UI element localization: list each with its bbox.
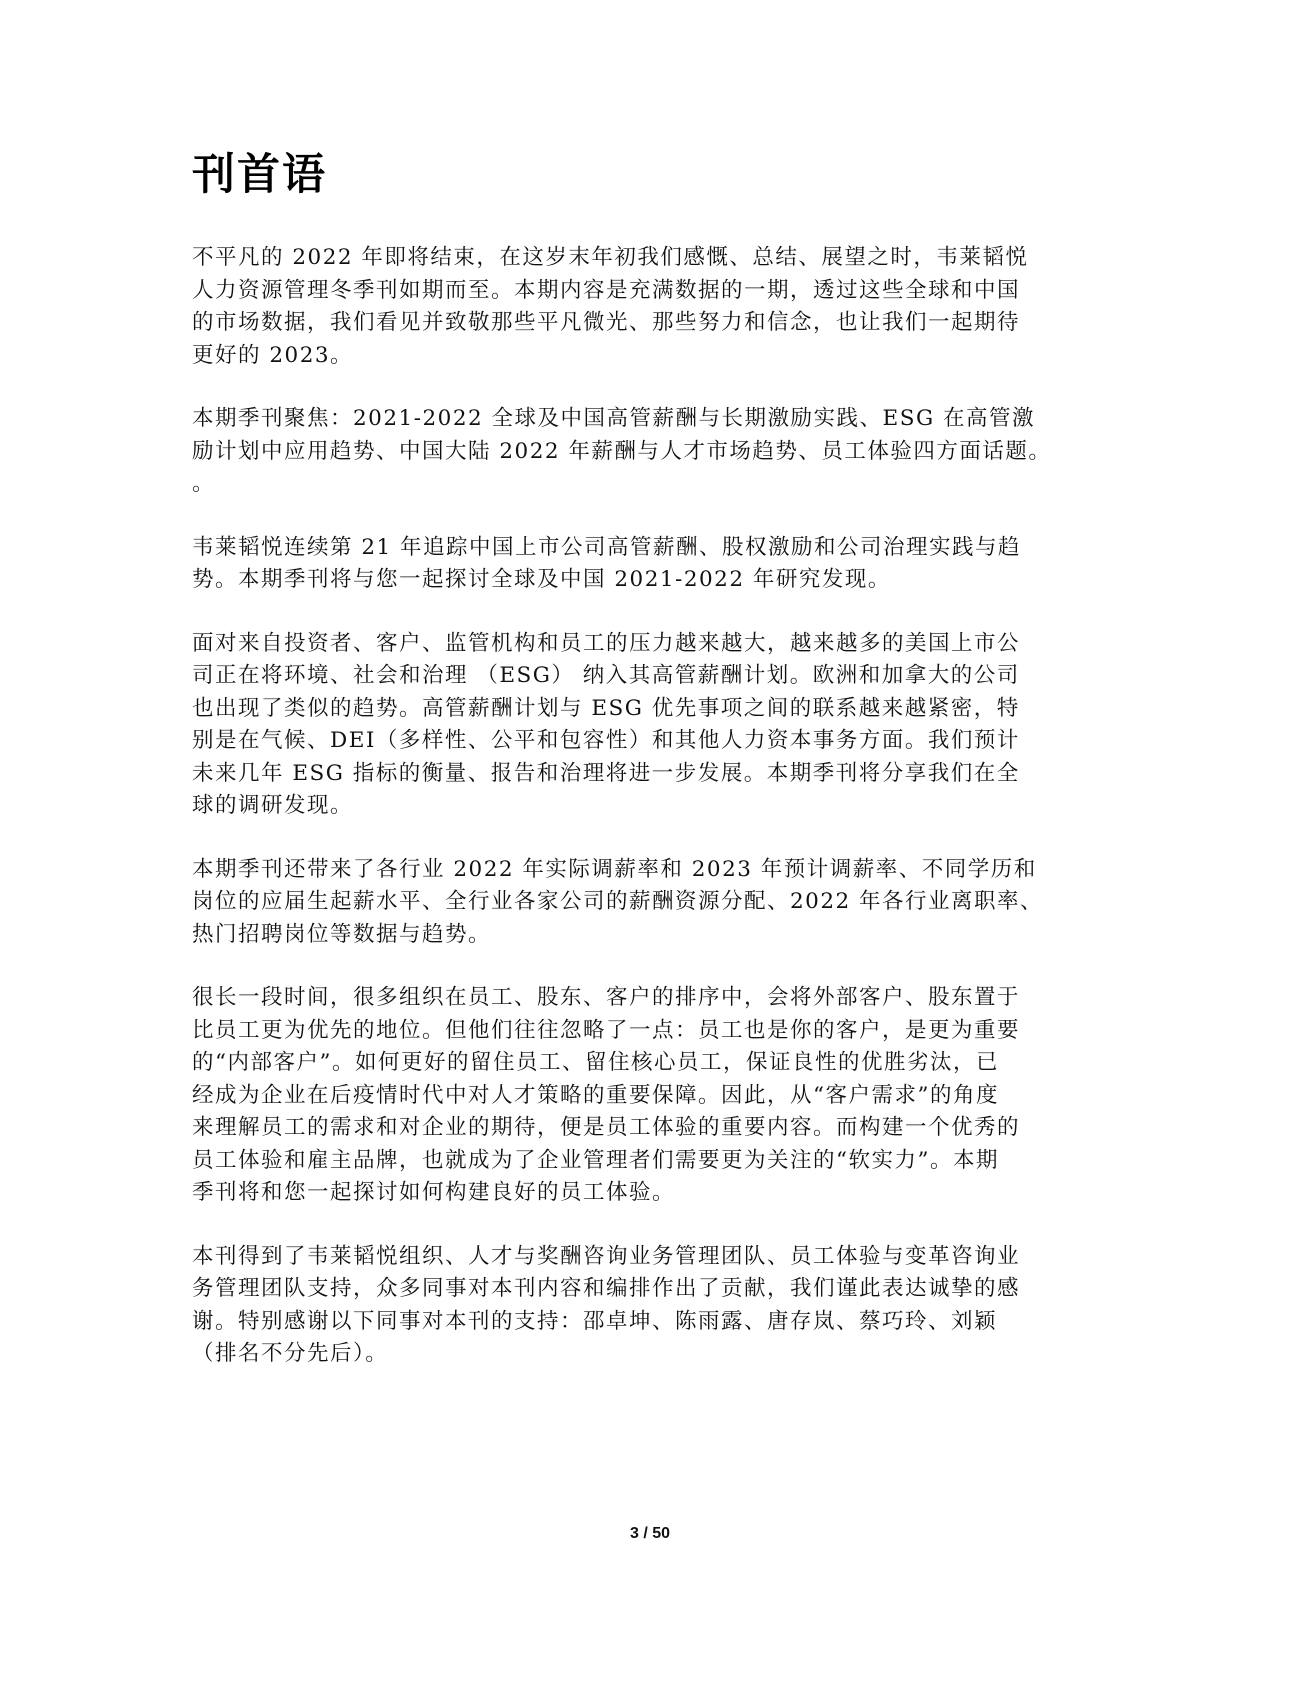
paragraph-focus: 本期季刊聚焦：2021-2022 全球及中国高管薪酬与长期激励实践、ESG 在高管激 励计划中应用趋势、中国大陆 2022 年薪酬与人才市场趋势、员工体验四方面话题。 。	[192, 406, 1052, 496]
paragraph-salary-trends: 本期季刊还带来了各行业 2022 年实际调薪率和 2023 年预计调薪率、不同学历和 岗位的应届生起薪水平、全行业各家公司的薪酬资源分配、2022 年各行业离职率、 热门招聘岗位等数据与趋势。	[192, 856, 1044, 947]
paragraph-tracking: 韦莱韬悦连续第 21 年追踪中国上市公司高管薪酬、股权激励和公司治理实践与趋 势。本期季刊将与您一起探讨全球及中国 2021-2022 年研究发现。	[192, 534, 1022, 592]
body-text	[192, 242, 1127, 1402]
page-number: 3 / 50	[629, 1525, 671, 1542]
paragraph-acknowledgements: 本刊得到了韦莱韬悦组织、人才与奖酬咨询业务管理团队、员工体验与变革咨询业 务管理团队支持，众多同事对本刊内容和编排作出了贡献，我们谨此表达诚挚的感 谢。特别感谢以下同事对本刊的支持：邵卓坤、陈雨露、唐存岚、蔡巧玲、刘颖 （排名不分先后）。	[192, 1243, 1021, 1366]
paragraph-employee-experience: 很长一段时间，很多组织在员工、股东、客户的排序中，会将外部客户、股东置于 比员工更为优先的地位。但他们往往忽略了一点：员工也是你的客户，是更为重要 的“内部客户”。如何更好的留住员工、留住核心员工，保证良性的优胜劣汰，已 经成为企业在后疫情时代中对人才策略的重要保障。因此，从“客户需求”的角度 来理解员工的需求和对企业的期待，便是员工体验的重要内容。而构建一个优秀的 员工体验和雇主品牌，也就成为了企业管理者们需要更为关注的“软实力”。本期 季刊将和您一起探讨如何构建良好的员工体验。	[192, 985, 1021, 1205]
paragraph-esg: 面对来自投资者、客户、监管机构和员工的压力越来越大，越来越多的美国上市公 司正在将环境、社会和治理 （ESG） 纳入其高管薪酬计划。欧洲和加拿大的公司 也出现了类似的趋势。高管薪酬计划与 ESG 优先事项之间的联系越来越紧密，特 别是在气候、DEI（多样性、公平和包容性）和其他人力资本事务方面。我们预计 未来几年 ESG 指标的衡量、报告和治理将进一步发展。本期季刊将分享我们在全 球的调研发现。	[192, 630, 1021, 818]
paragraph-intro: 不平凡的 2022 年即将结束，在这岁末年初我们感慨、总结、展望之时，韦莱韬悦 人力资源管理冬季刊如期而至。本期内容是充满数据的一期，透过这些全球和中国 的市场数据，我们看见并致敬那些平凡微光、那些努力和信念，也让我们一起期待 更好的 2023。	[192, 245, 1029, 368]
page-title: 刊首语	[192, 150, 327, 200]
